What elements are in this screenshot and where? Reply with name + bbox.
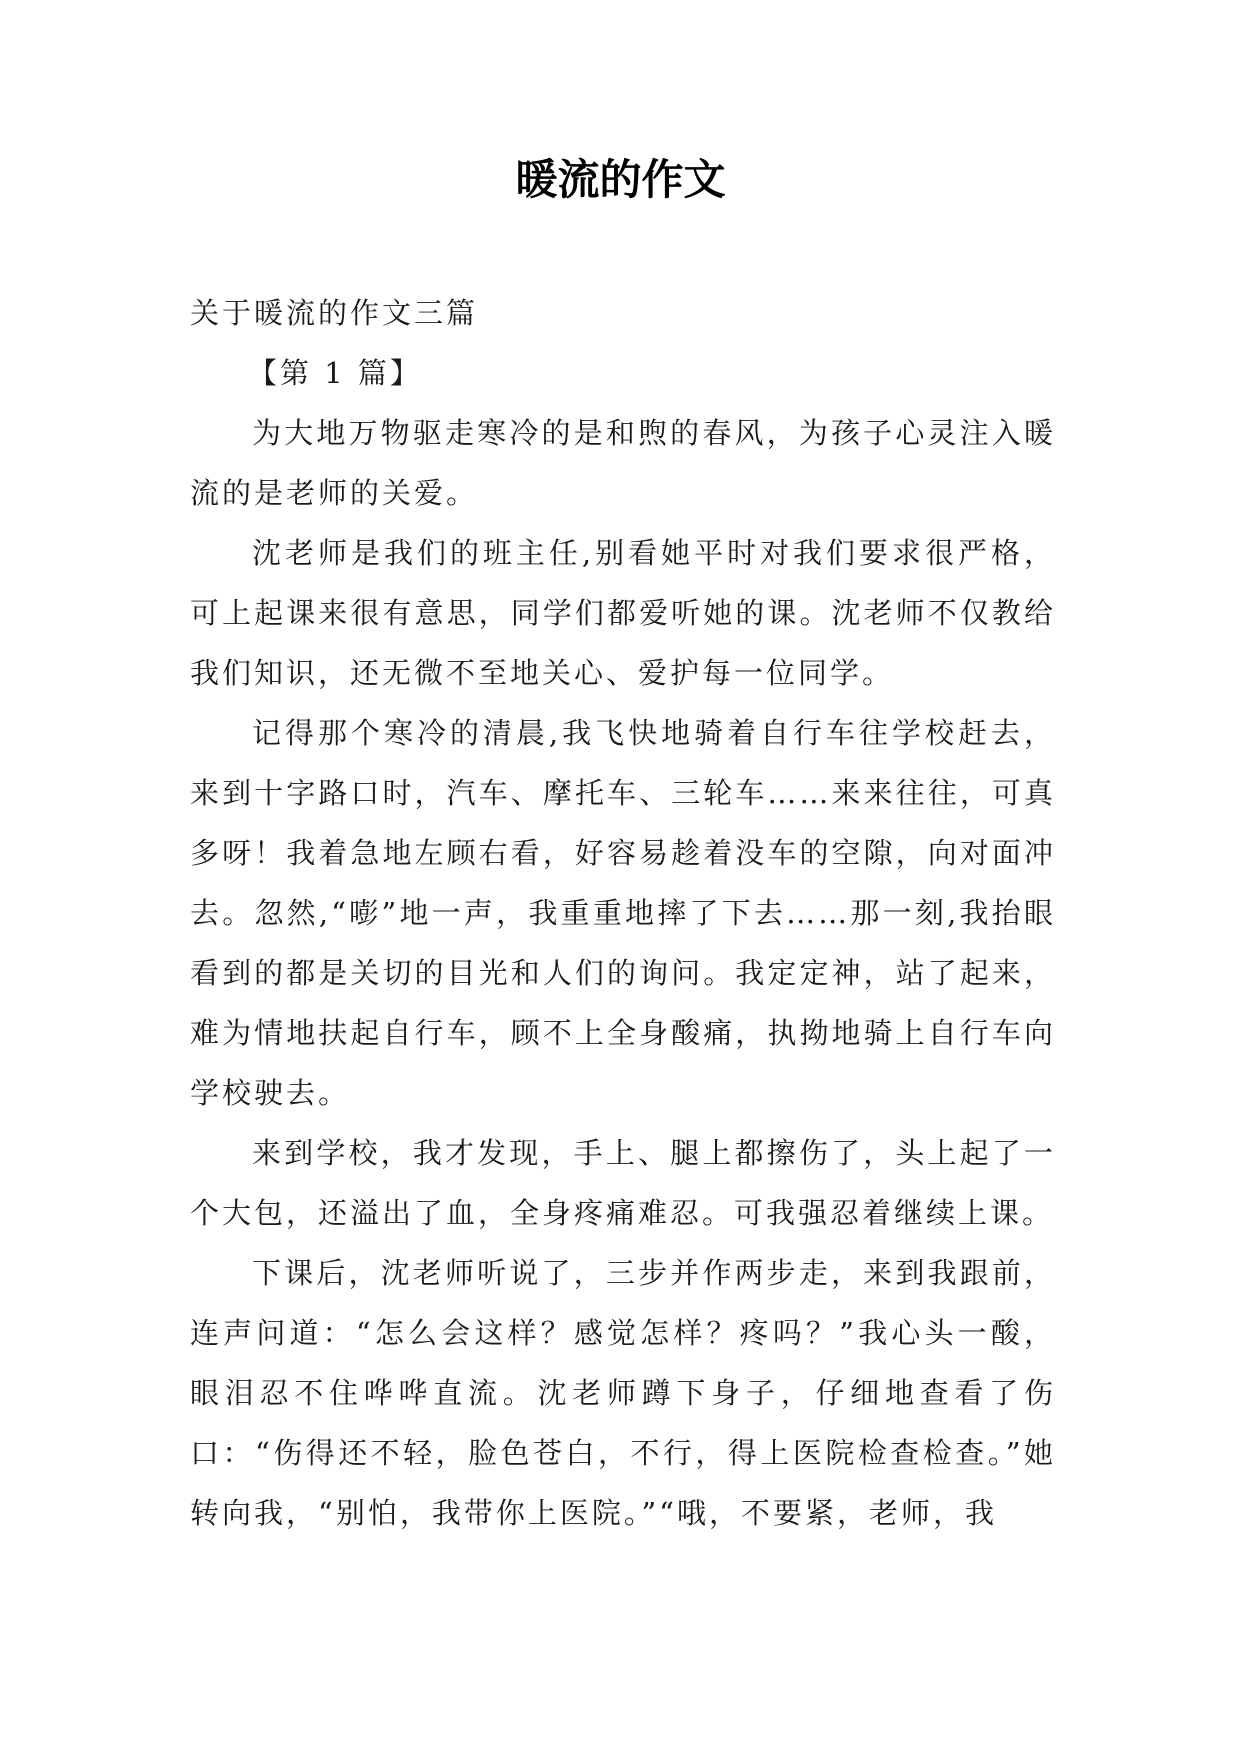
paragraph: 为大地万物驱走寒冷的是和煦的春风，为孩子心灵注入暖流的是老师的关爱。 <box>190 416 1056 510</box>
paragraph: 沈老师是我们的班主任,别看她平时对我们要求很严格，可上起课来很有意思，同学们都爱听她的课。沈老师不仅教给我们知识，还无微不至地关心、爱护每一位同学。 <box>190 536 1056 690</box>
paragraph: 来到学校，我才发现，手上、腿上都擦伤了，头上起了一个大包，还溢出了血，全身疼痛难忍。可我强忍着继续上课。 <box>190 1136 1056 1230</box>
document-title: 暖流的作文 <box>515 155 726 204</box>
document-subtitle: 关于暖流的作文三篇 <box>190 296 479 330</box>
document-body <box>190 283 1056 1543</box>
section-label: 【第 1 篇】 <box>248 356 422 390</box>
paragraph: 下课后，沈老师听说了，三步并作两步走，来到我跟前，连声问道：“怎么会这样？感觉怎样？疼吗？”我心头一酸，眼泪忍不住哗哗直流。沈老师蹲下身子，仔细地查看了伤口：“伤得还不轻，脸色苍白，不行，得上医院检查检查。”她转向我，“别怕，我带你上医院。”“哦，不要紧，老师，我 <box>190 1256 1056 1530</box>
paragraph: 记得那个寒冷的清晨,我飞快地骑着自行车往学校赶去，来到十字路口时，汽车、摩托车、三轮车……来来往往，可真多呀！我着急地左顾右看，好容易趁着没车的空隙，向对面冲去。忽然,“嘭”地一声，我重重地摔了下去……那一刻,我抬眼看到的都是关切的目光和人们的询问。我定定神，站了起来，难为情地扶起自行车，顾不上全身酸痛，执拗地骑上自行车向学校驶去。 <box>190 716 1056 1110</box>
